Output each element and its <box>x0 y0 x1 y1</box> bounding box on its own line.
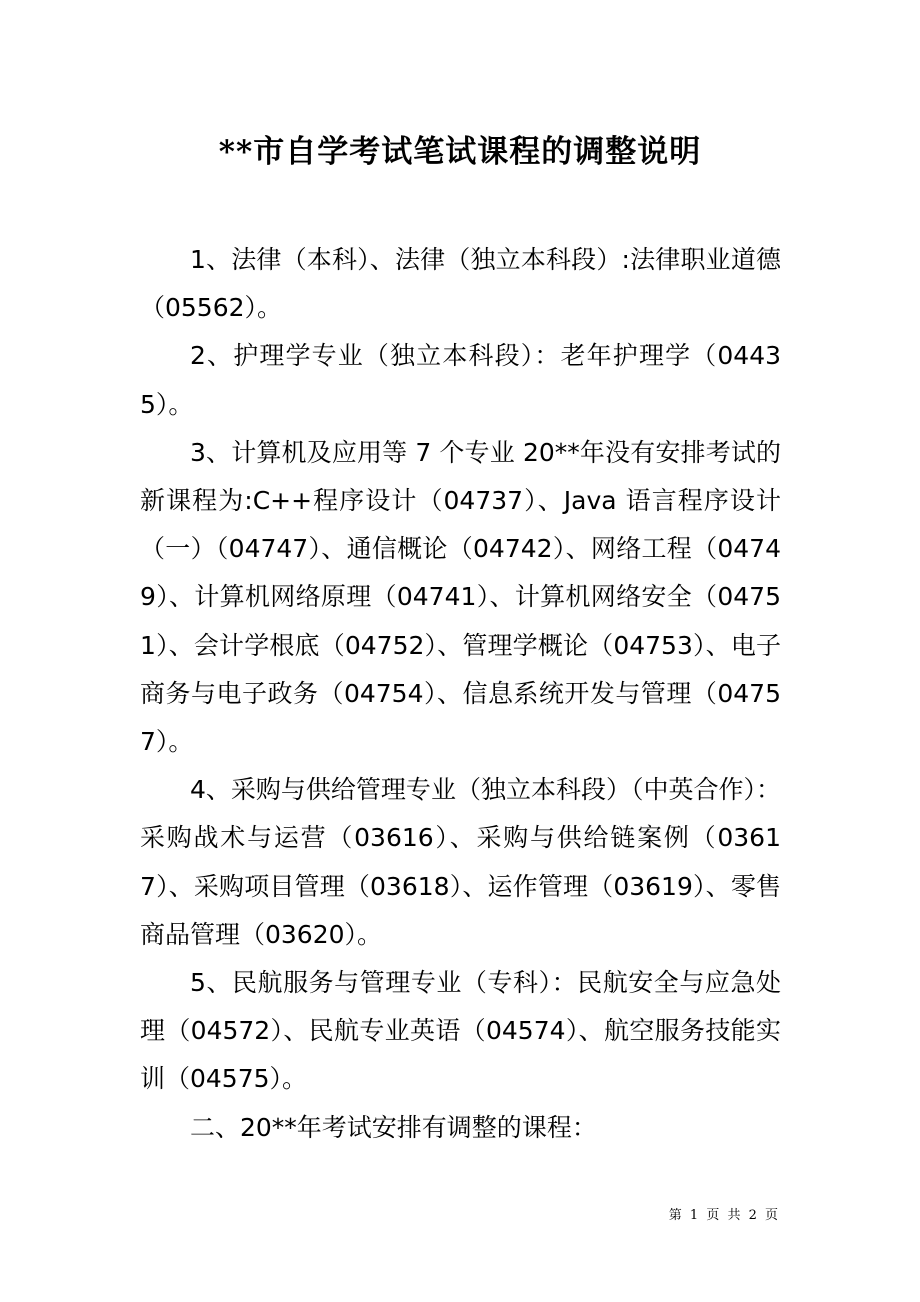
page-number-footer: 第 1 页 共 2 页 <box>668 1208 780 1223</box>
paragraph-law: 1、法律（本科）、法律（独立本科段）:法律职业道德（05562）。 <box>140 245 781 323</box>
document-body <box>140 236 781 1152</box>
paragraph-nursing: 2、护理学专业（独立本科段）：老年护理学（04435）。 <box>140 341 781 419</box>
paragraph-aviation: 5、民航服务与管理专业（专科）：民航安全与应急处理（04572）、民航专业英语（04574）、航空服务技能实训（04575）。 <box>140 968 781 1094</box>
paragraph-computer: 3、计算机及应用等 7 个专业 20**年没有安排考试的新课程为:C++程序设计（04737）、Java 语言程序设计（一）（04747）、通信概论（04742）、网络工程（04749）、计算机网络原理（04741）、计算机网络安全（04751）、会计学根底（04752）、管理学概论（04753）、电子商务与电子政务（04754）、信息系统开发与管理（04757）。 <box>140 437 781 757</box>
document-title: **市自学考试笔试课程的调整说明 <box>218 134 702 170</box>
paragraph-procurement: 4、采购与供给管理专业（独立本科段）（中英合作）：采购战术与运营（03616）、采购与供给链案例（03617）、采购项目管理（03618）、运作管理（03619）、零售商品管理（03620）。 <box>140 775 781 949</box>
paragraph-section-two-heading: 二、20**年考试安排有调整的课程： <box>190 1112 597 1142</box>
